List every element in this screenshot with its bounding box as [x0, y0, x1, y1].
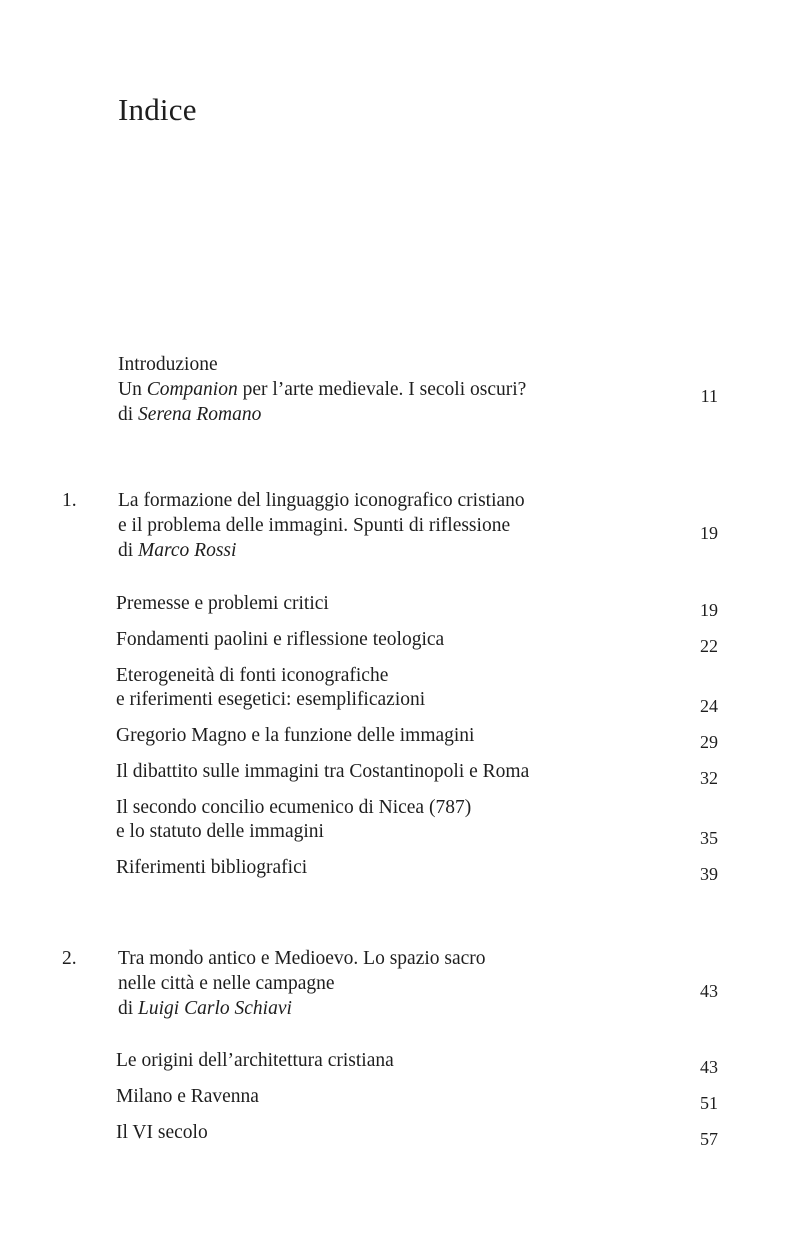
page-title: Indice	[118, 92, 197, 127]
section-title: Il secondo concilio ecumenico di Nicea (787)	[116, 797, 472, 818]
introduction-entry	[118, 352, 718, 427]
section-page-number: 57	[700, 1129, 718, 1149]
section-title: Gregorio Magno e la funzione delle immagini	[116, 725, 475, 746]
chapter-author	[118, 538, 718, 563]
section-entry	[116, 1049, 718, 1077]
chapter-page-number: 19	[700, 523, 718, 543]
chapter-1-entry	[60, 488, 718, 563]
introduction-title-prefix: Un	[118, 379, 147, 400]
chapter-author-name: Luigi Carlo Schiavi	[138, 998, 292, 1019]
chapter-page-number: 43	[700, 981, 718, 1001]
chapter-author-prefix: di	[118, 540, 139, 561]
section-title: Il VI secolo	[116, 1122, 208, 1143]
section-title: Fondamenti paolini e riflessione teologica	[116, 629, 445, 650]
chapter-number: 1.	[62, 490, 77, 511]
section-entry	[116, 628, 718, 656]
chapter-2-sections	[116, 1049, 718, 1157]
introduction-author-prefix: di	[118, 404, 139, 425]
section-title: e lo statuto delle immagini	[116, 821, 324, 842]
section-title: Riferimenti bibliografici	[116, 857, 308, 878]
chapter-author-name: Marco Rossi	[138, 540, 237, 561]
chapter-title-line: nelle città e nelle campagne	[118, 973, 335, 994]
introduction-title	[118, 377, 718, 402]
section-page-number: 51	[700, 1093, 718, 1113]
section-entry	[116, 1085, 718, 1113]
chapter-title-line: Tra mondo antico e Medioevo. Lo spazio sacro	[118, 948, 486, 969]
section-page-number: 22	[700, 636, 718, 656]
introduction-heading: Introduzione	[118, 354, 218, 375]
section-title: Il dibattito sulle immagini tra Costantinopoli e Roma	[116, 761, 530, 782]
chapter-title-line: e il problema delle immagini. Spunti di riflessione	[118, 515, 511, 536]
section-title: Milano e Ravenna	[116, 1086, 259, 1107]
introduction-author-name: Serena Romano	[138, 404, 262, 425]
section-page-number: 43	[700, 1057, 718, 1077]
introduction-title-suffix: per l’arte medievale. I secoli oscuri?	[237, 379, 527, 400]
section-title: Le origini dell’architettura cristiana	[116, 1050, 394, 1071]
introduction-author	[118, 402, 718, 427]
section-page-number: 32	[700, 768, 718, 788]
introduction-page-number: 11	[700, 386, 718, 406]
section-entry	[116, 592, 718, 620]
section-title: Premesse e problemi critici	[116, 593, 329, 614]
introduction-title-italic: Companion	[146, 379, 238, 400]
section-entry	[116, 856, 718, 884]
section-entry	[116, 664, 718, 716]
chapter-2-entry	[60, 946, 718, 1021]
section-entry	[116, 724, 718, 752]
section-entry	[116, 760, 718, 788]
chapter-author-prefix: di	[118, 998, 139, 1019]
section-page-number: 39	[700, 864, 718, 884]
section-page-number: 29	[700, 732, 718, 752]
section-page-number: 19	[700, 600, 718, 620]
section-page-number: 35	[700, 828, 718, 848]
section-entry	[116, 796, 718, 848]
section-title: Eterogeneità di fonti iconografiche	[116, 665, 389, 686]
section-entry	[116, 1121, 718, 1149]
chapter-1-sections	[116, 592, 718, 892]
chapter-number: 2.	[62, 948, 77, 969]
chapter-title-line: La formazione del linguaggio iconografico cristiano	[118, 490, 525, 511]
chapter-author	[118, 996, 718, 1021]
section-page-number: 24	[700, 696, 718, 716]
section-title: e riferimenti esegetici: esemplificazioni	[116, 689, 426, 710]
